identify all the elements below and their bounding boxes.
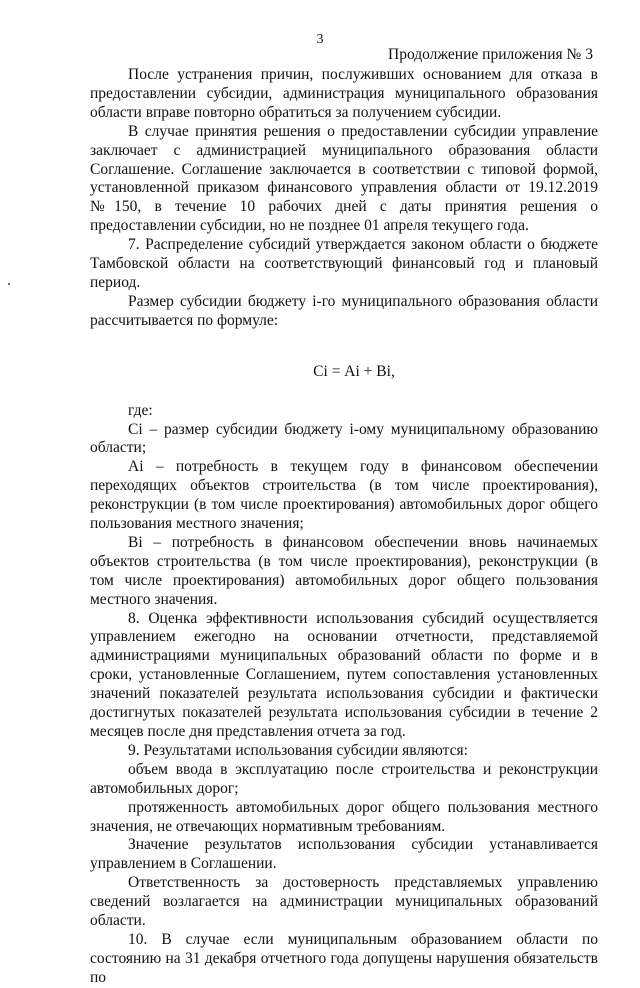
paragraph-distribution: 7. Распределение субсидий утверждается законом области о бюджете Тамбовской области на соответствующий финансовый год и плановый период.: [90, 236, 598, 291]
paragraph-result-values: Значение результатов использования субсидии устанавливается управлением в Соглашении.: [90, 836, 598, 873]
margin-mark: [8, 283, 10, 285]
paragraph-results: 9. Результатами использования субсидии являются:: [128, 741, 468, 759]
definition-b: Вi – потребность в финансовом обеспечении вновь начинаемых объектов строительства (в том числе проектирования), реконструкции (в том числе проектирования) автомобильных дорог общего пользования местного значения.: [90, 533, 598, 608]
paragraph-resubmission: После устранения причин, послуживших основанием для отказа в предоставлении субсидии, администрация муниципального образования области вправе повторно обратиться за получением субсидии.: [90, 66, 598, 121]
paragraph-formula-intro: Размер субсидии бюджету i-го муниципального образования области рассчитывается по формуле:: [90, 292, 598, 329]
definition-c: Сi – размер субсидии бюджету i-ому муниципальному образованию области;: [90, 420, 598, 457]
appendix-note: Продолжение приложения № 3: [388, 46, 593, 63]
paragraph-agreement: В случае принятия решения о предоставлении субсидии управление заключает с администрацией муниципального образования области Соглашение. Соглашение заключается в соответствии с типовой формой, установленной приказом финансового управления области от 19.12.2019 №150, в течение 10 рабочих дней с даты принятия решения о предоставлении субсидии, но не позднее 01 апреля текущего года.: [90, 122, 598, 235]
document-body: [90, 66, 598, 988]
result-item-commissioning: объем ввода в эксплуатацию после строительства и реконструкции автомобильных дорог;: [90, 760, 598, 797]
where-label: где:: [128, 401, 153, 419]
paragraph-responsibility: Ответственность за достоверность представляемых управлению сведений возлагается на администрации муниципальных образований области.: [90, 874, 598, 930]
definition-a: Аi – потребность в текущем году в финансовом обеспечении переходящих объектов строительства (в том числе проектирования), реконструкции (в том числе проектирования) автомобильных дорог общего пользования местного значения;: [90, 458, 598, 533]
paragraph-violations: 10. В случае если муниципальным образованием области по состоянию на 31 декабря отчетного года допущены нарушения обязательств по: [90, 930, 598, 986]
paragraph-efficiency: 8. Оценка эффективности использования субсидий осуществляется управлением ежегодно на основании отчетности, представляемой администрациями муниципальных образований области по форме и в сроки, установленные Соглашением, путем сопоставления установленных значений показателей результата использования субсидии и фактически достигнутых показателей результата использования субсидии в течение 2 месяцев после дня представления отчета за год.: [90, 609, 598, 740]
result-item-road-length: протяженность автомобильных дорог общего пользования местного значения, не отвечающих нормативным требованиям.: [90, 798, 598, 835]
page-number: 3: [316, 32, 324, 47]
formula: Сi = Аi + Вi,: [313, 362, 395, 380]
